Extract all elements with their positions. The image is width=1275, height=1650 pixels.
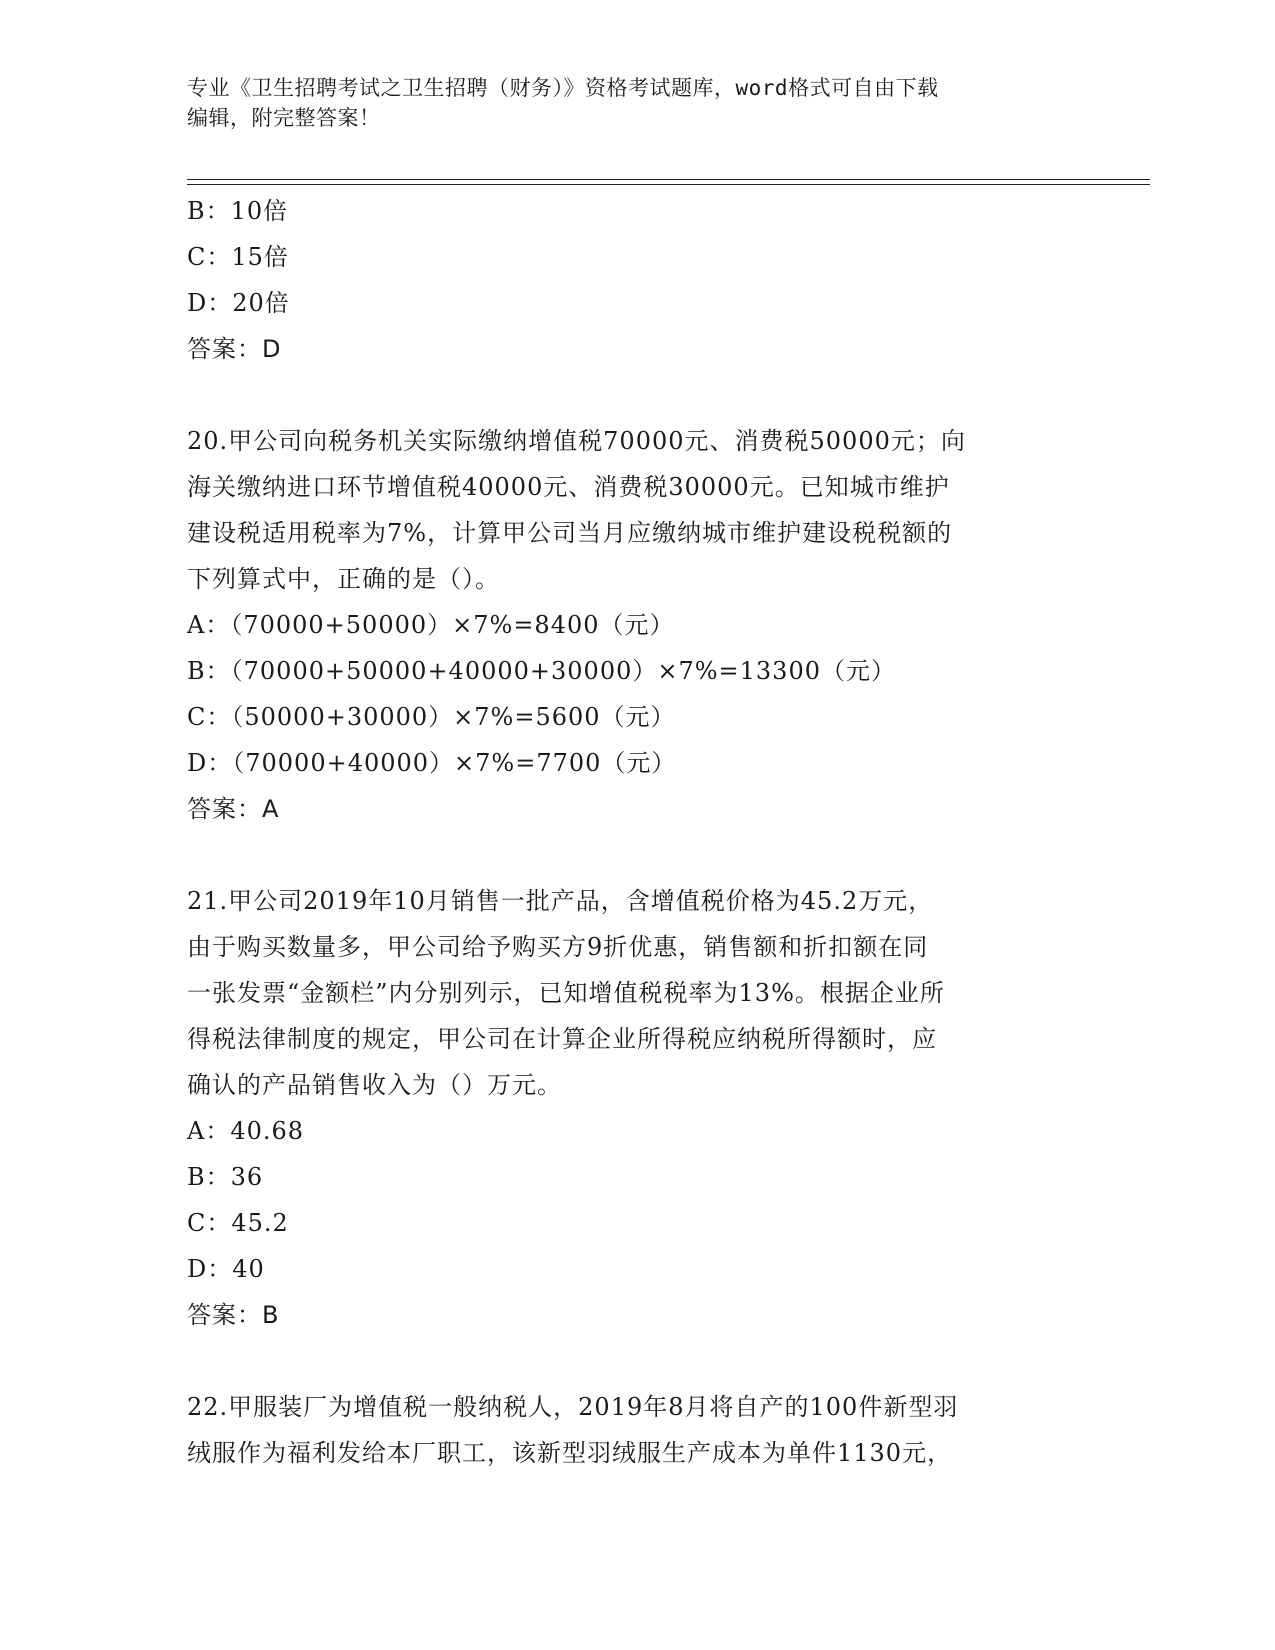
question-text [187, 1384, 1087, 1476]
answer-line: 答案：B [187, 1301, 280, 1329]
question-line: 由于购买数量多，甲公司给予购买方9折优惠，销售额和折扣额在同 [187, 933, 929, 961]
option-d: D：（70000+40000）×7%=7700（元） [187, 749, 677, 777]
answer-line: 答案：A [187, 795, 280, 823]
question-line: 22.甲服装厂为增值税一般纳税人，2019年8月将自产的100件新型羽 [187, 1393, 959, 1421]
question-text [187, 878, 1087, 1108]
question-line: 建设税适用税率为7%，计算甲公司当月应缴纳城市维护建设税税额的 [187, 519, 953, 547]
question-20 [187, 418, 1087, 832]
question-line: 绒服作为福利发给本厂职工，该新型羽绒服生产成本为单件1130元， [187, 1439, 953, 1467]
question-line: 海关缴纳进口环节增值税40000元、消费税30000元。已知城市维护 [187, 473, 950, 501]
header-divider [187, 184, 1150, 185]
question-21 [187, 878, 1087, 1338]
option-a: A：（70000+50000）×7%=8400（元） [187, 611, 675, 639]
option-c: C：（50000+30000）×7%=5600（元） [187, 703, 676, 731]
option-b: B：36 [187, 1163, 264, 1191]
question-line: 得税法律制度的规定，甲公司在计算企业所得税应纳税所得额时，应 [187, 1025, 937, 1053]
option-d: D：20倍 [187, 289, 290, 317]
question-continued [187, 188, 1087, 372]
question-line: 20.甲公司向税务机关实际缴纳增值税70000元、消费税50000元；向 [187, 427, 966, 455]
option-c: C：15倍 [187, 243, 289, 271]
question-22 [187, 1384, 1087, 1476]
question-line: 下列算式中，正确的是（）。 [187, 565, 500, 593]
question-line: 确认的产品销售收入为（）万元。 [187, 1071, 562, 1099]
option-b: B：（70000+50000+40000+30000）×7%=13300（元） [187, 657, 896, 685]
question-line: 一张发票“金额栏”内分别列示，已知增值税税率为13%。根据企业所 [187, 979, 945, 1007]
question-line: 21.甲公司2019年10月销售一批产品，含增值税价格为45.2万元， [187, 887, 934, 915]
document-body [187, 188, 1087, 1476]
header-line: 编辑，附完整答案！ [187, 106, 381, 130]
option-b: B：10倍 [187, 197, 289, 225]
option-c: C：45.2 [187, 1209, 289, 1237]
option-d: D：40 [187, 1255, 265, 1283]
header-line: 专业《卫生招聘考试之卫生招聘（财务）》资格考试题库，word格式可自由下载 [187, 76, 939, 100]
header-divider [187, 179, 1150, 180]
page-header [187, 73, 1067, 133]
option-a: A：40.68 [187, 1117, 305, 1145]
answer-line: 答案：D [187, 335, 282, 363]
question-text [187, 418, 1087, 602]
